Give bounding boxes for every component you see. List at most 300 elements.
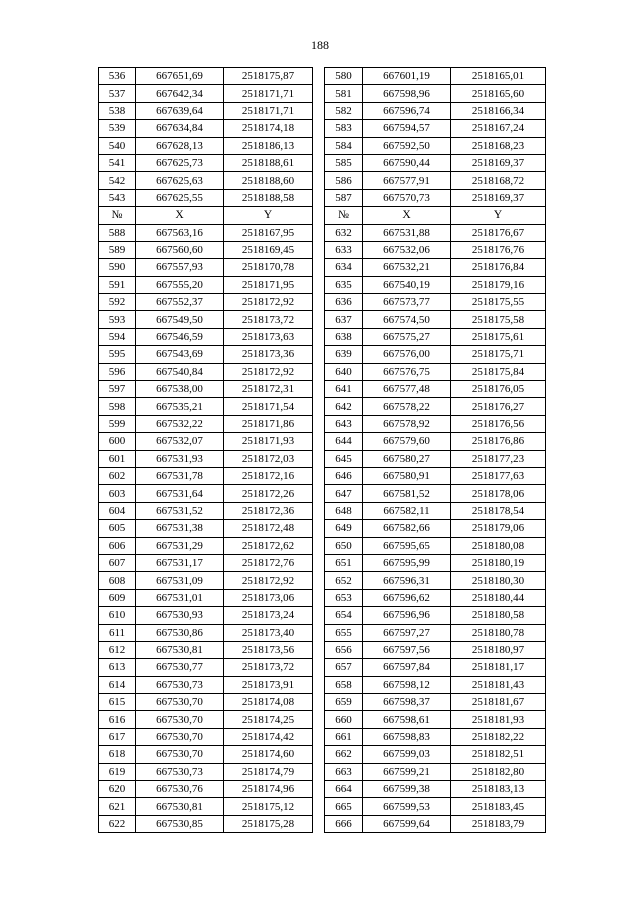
coordinates-table-body [99,68,546,833]
y-coordinate-cell: 2518169,45 [224,241,313,258]
column-separator [313,798,325,815]
point-number-cell: 644 [325,433,363,450]
point-number-cell: 633 [325,241,363,258]
column-separator [313,120,325,137]
column-separator [313,241,325,258]
table-row [99,294,546,311]
table-row [99,328,546,345]
column-separator [313,520,325,537]
y-coordinate-cell: 2518183,13 [451,781,546,798]
y-coordinate-cell: 2518174,79 [224,763,313,780]
column-separator [313,502,325,519]
x-coordinate-cell: 667531,93 [136,450,224,467]
column-separator [313,68,325,85]
column-separator [313,311,325,328]
point-number-cell: 616 [99,711,136,728]
y-coordinate-cell: 2518176,05 [451,381,546,398]
column-separator [313,172,325,189]
point-number-cell: 658 [325,676,363,693]
point-number-cell: 620 [99,781,136,798]
point-number-cell: 588 [99,224,136,241]
point-number-cell: 581 [325,85,363,102]
column-separator [313,641,325,658]
column-separator [313,276,325,293]
table-row [99,363,546,380]
point-number-cell: 617 [99,728,136,745]
table-row [99,241,546,258]
x-coordinate-cell: 667596,74 [363,102,451,119]
y-coordinate-cell: 2518175,58 [451,311,546,328]
table-row [99,520,546,537]
table-row [99,815,546,832]
x-coordinate-cell: 667532,06 [363,241,451,258]
point-number-cell: 635 [325,276,363,293]
x-coordinate-cell: 667625,73 [136,154,224,171]
y-coordinate-cell: 2518174,08 [224,694,313,711]
y-coordinate-cell: 2518179,06 [451,520,546,537]
x-coordinate-cell: 667642,34 [136,85,224,102]
table-row [99,415,546,432]
column-separator [313,763,325,780]
point-number-cell: 543 [99,189,136,206]
table-row [99,276,546,293]
table-row [99,728,546,745]
y-coordinate-cell: 2518177,63 [451,467,546,484]
x-coordinate-cell: 667563,16 [136,224,224,241]
point-number-cell: 645 [325,450,363,467]
x-coordinate-cell: 667535,21 [136,398,224,415]
point-number-cell: 538 [99,102,136,119]
point-number-cell: 653 [325,589,363,606]
column-separator [313,781,325,798]
table-row [99,711,546,728]
x-coordinate-cell: 667598,61 [363,711,451,728]
x-coordinate-cell: 667598,12 [363,676,451,693]
x-coordinate-cell: 667543,69 [136,346,224,363]
y-coordinate-cell: 2518182,22 [451,728,546,745]
x-coordinate-cell: 667597,56 [363,641,451,658]
x-coordinate-cell: 667570,73 [363,189,451,206]
table-row [99,624,546,641]
x-coordinate-cell: 667531,38 [136,520,224,537]
table-row [99,641,546,658]
x-coordinate-cell: 667530,86 [136,624,224,641]
x-coordinate-cell: 667549,50 [136,311,224,328]
point-number-cell: 637 [325,311,363,328]
table-row [99,433,546,450]
y-coordinate-cell: 2518175,55 [451,294,546,311]
y-coordinate-cell: 2518172,31 [224,381,313,398]
column-separator [313,728,325,745]
x-coordinate-cell: 667595,65 [363,537,451,554]
point-number-cell: 632 [325,224,363,241]
x-coordinate-cell: 667540,84 [136,363,224,380]
x-coordinate-cell: 667590,44 [363,154,451,171]
point-number-cell: 646 [325,467,363,484]
x-coordinate-cell: 667574,50 [363,311,451,328]
x-coordinate-cell: 667578,92 [363,415,451,432]
x-coordinate-cell: 667575,27 [363,328,451,345]
header-cell: Y [224,207,313,224]
table-row [99,189,546,206]
point-number-cell: 615 [99,694,136,711]
point-number-cell: 640 [325,363,363,380]
table-row [99,311,546,328]
column-separator [313,346,325,363]
x-coordinate-cell: 667530,81 [136,641,224,658]
x-coordinate-cell: 667540,19 [363,276,451,293]
coordinates-table [98,67,546,833]
point-number-cell: 591 [99,276,136,293]
x-coordinate-cell: 667530,85 [136,815,224,832]
point-number-cell: 621 [99,798,136,815]
column-separator [313,450,325,467]
point-number-cell: 663 [325,763,363,780]
x-coordinate-cell: 667530,70 [136,728,224,745]
column-separator [313,294,325,311]
x-coordinate-cell: 667560,60 [136,241,224,258]
y-coordinate-cell: 2518171,71 [224,85,313,102]
y-coordinate-cell: 2518183,79 [451,815,546,832]
point-number-cell: 619 [99,763,136,780]
x-coordinate-cell: 667577,91 [363,172,451,189]
y-coordinate-cell: 2518175,61 [451,328,546,345]
column-separator [313,224,325,241]
point-number-cell: 657 [325,659,363,676]
point-number-cell: 604 [99,502,136,519]
table-row [99,781,546,798]
x-coordinate-cell: 667597,27 [363,624,451,641]
point-number-cell: 643 [325,415,363,432]
y-coordinate-cell: 2518169,37 [451,189,546,206]
y-coordinate-cell: 2518181,67 [451,694,546,711]
y-coordinate-cell: 2518170,78 [224,259,313,276]
y-coordinate-cell: 2518180,58 [451,607,546,624]
y-coordinate-cell: 2518178,06 [451,485,546,502]
table-row [99,346,546,363]
x-coordinate-cell: 667576,75 [363,363,451,380]
x-coordinate-cell: 667599,03 [363,746,451,763]
x-coordinate-cell: 667530,70 [136,746,224,763]
point-number-cell: 580 [325,68,363,85]
x-coordinate-cell: 667599,21 [363,763,451,780]
point-number-cell: 612 [99,641,136,658]
point-number-cell: 649 [325,520,363,537]
y-coordinate-cell: 2518174,18 [224,120,313,137]
point-number-cell: 599 [99,415,136,432]
table-row [99,798,546,815]
x-coordinate-cell: 667651,69 [136,68,224,85]
column-separator [313,467,325,484]
column-separator [313,746,325,763]
y-coordinate-cell: 2518172,76 [224,554,313,571]
x-coordinate-cell: 667530,70 [136,694,224,711]
point-number-cell: 597 [99,381,136,398]
point-number-cell: 618 [99,746,136,763]
y-coordinate-cell: 2518172,92 [224,572,313,589]
point-number-cell: 665 [325,798,363,815]
x-coordinate-cell: 667532,07 [136,433,224,450]
table-row [99,120,546,137]
x-coordinate-cell: 667625,63 [136,172,224,189]
x-coordinate-cell: 667596,96 [363,607,451,624]
y-coordinate-cell: 2518176,67 [451,224,546,241]
page-number: 188 [311,38,329,52]
point-number-cell: 659 [325,694,363,711]
point-number-cell: 593 [99,311,136,328]
point-number-cell: 602 [99,467,136,484]
point-number-cell: 647 [325,485,363,502]
y-coordinate-cell: 2518176,27 [451,398,546,415]
header-cell: X [363,207,451,224]
x-coordinate-cell: 667639,64 [136,102,224,119]
point-number-cell: 539 [99,120,136,137]
x-coordinate-cell: 667594,57 [363,120,451,137]
column-separator [313,537,325,554]
x-coordinate-cell: 667579,60 [363,433,451,450]
point-number-cell: 655 [325,624,363,641]
x-coordinate-cell: 667552,37 [136,294,224,311]
y-coordinate-cell: 2518181,93 [451,711,546,728]
y-coordinate-cell: 2518183,45 [451,798,546,815]
point-number-cell: 614 [99,676,136,693]
x-coordinate-cell: 667582,66 [363,520,451,537]
x-coordinate-cell: 667530,77 [136,659,224,676]
column-separator [313,694,325,711]
y-coordinate-cell: 2518188,60 [224,172,313,189]
point-number-cell: 650 [325,537,363,554]
header-cell: № [325,207,363,224]
point-number-cell: 600 [99,433,136,450]
x-coordinate-cell: 667531,01 [136,589,224,606]
header-cell: Y [451,207,546,224]
y-coordinate-cell: 2518173,72 [224,659,313,676]
y-coordinate-cell: 2518171,93 [224,433,313,450]
x-coordinate-cell: 667598,96 [363,85,451,102]
point-number-cell: 587 [325,189,363,206]
point-number-cell: 654 [325,607,363,624]
point-number-cell: 641 [325,381,363,398]
y-coordinate-cell: 2518173,72 [224,311,313,328]
x-coordinate-cell: 667625,55 [136,189,224,206]
x-coordinate-cell: 667599,53 [363,798,451,815]
point-number-cell: 661 [325,728,363,745]
x-coordinate-cell: 667546,59 [136,328,224,345]
column-separator [313,607,325,624]
point-number-cell: 605 [99,520,136,537]
point-number-cell: 606 [99,537,136,554]
x-coordinate-cell: 667598,83 [363,728,451,745]
x-coordinate-cell: 667531,64 [136,485,224,502]
table-row [99,589,546,606]
x-coordinate-cell: 667531,52 [136,502,224,519]
point-number-cell: 595 [99,346,136,363]
point-number-cell: 592 [99,294,136,311]
point-number-cell: 611 [99,624,136,641]
y-coordinate-cell: 2518174,25 [224,711,313,728]
y-coordinate-cell: 2518177,23 [451,450,546,467]
y-coordinate-cell: 2518181,17 [451,659,546,676]
y-coordinate-cell: 2518181,43 [451,676,546,693]
x-coordinate-cell: 667530,73 [136,676,224,693]
y-coordinate-cell: 2518176,84 [451,259,546,276]
column-separator [313,154,325,171]
table-row [99,607,546,624]
y-coordinate-cell: 2518168,72 [451,172,546,189]
table-row [99,659,546,676]
x-coordinate-cell: 667628,13 [136,137,224,154]
x-coordinate-cell: 667599,64 [363,815,451,832]
x-coordinate-cell: 667531,09 [136,572,224,589]
x-coordinate-cell: 667596,31 [363,572,451,589]
point-number-cell: 656 [325,641,363,658]
y-coordinate-cell: 2518173,91 [224,676,313,693]
column-separator [313,433,325,450]
point-number-cell: 613 [99,659,136,676]
table-row [99,154,546,171]
y-coordinate-cell: 2518180,08 [451,537,546,554]
table-row [99,467,546,484]
point-number-cell: 648 [325,502,363,519]
point-number-cell: 582 [325,102,363,119]
point-number-cell: 664 [325,781,363,798]
table-row [99,746,546,763]
header-cell: X [136,207,224,224]
x-coordinate-cell: 667531,17 [136,554,224,571]
point-number-cell: 608 [99,572,136,589]
y-coordinate-cell: 2518173,56 [224,641,313,658]
point-number-cell: 540 [99,137,136,154]
x-coordinate-cell: 667595,99 [363,554,451,571]
point-number-cell: 583 [325,120,363,137]
point-number-cell: 584 [325,137,363,154]
x-coordinate-cell: 667557,93 [136,259,224,276]
y-coordinate-cell: 2518167,24 [451,120,546,137]
point-number-cell: 660 [325,711,363,728]
point-number-cell: 662 [325,746,363,763]
y-coordinate-cell: 2518171,95 [224,276,313,293]
column-separator [313,554,325,571]
point-number-cell: 652 [325,572,363,589]
table-row [99,137,546,154]
y-coordinate-cell: 2518173,36 [224,346,313,363]
y-coordinate-cell: 2518166,34 [451,102,546,119]
x-coordinate-cell: 667599,38 [363,781,451,798]
table-row [99,763,546,780]
x-coordinate-cell: 667532,21 [363,259,451,276]
x-coordinate-cell: 667573,77 [363,294,451,311]
column-separator [313,189,325,206]
point-number-cell: 651 [325,554,363,571]
y-coordinate-cell: 2518179,16 [451,276,546,293]
x-coordinate-cell: 667596,62 [363,589,451,606]
column-separator [313,415,325,432]
y-coordinate-cell: 2518182,80 [451,763,546,780]
point-number-cell: 537 [99,85,136,102]
y-coordinate-cell: 2518172,48 [224,520,313,537]
point-number-cell: 590 [99,259,136,276]
point-number-cell: 639 [325,346,363,363]
point-number-cell: 634 [325,259,363,276]
y-coordinate-cell: 2518173,06 [224,589,313,606]
point-number-cell: 536 [99,68,136,85]
y-coordinate-cell: 2518188,61 [224,154,313,171]
y-coordinate-cell: 2518178,54 [451,502,546,519]
y-coordinate-cell: 2518186,13 [224,137,313,154]
point-number-cell: 596 [99,363,136,380]
y-coordinate-cell: 2518180,97 [451,641,546,658]
x-coordinate-cell: 667580,91 [363,467,451,484]
y-coordinate-cell: 2518172,03 [224,450,313,467]
column-separator [313,711,325,728]
y-coordinate-cell: 2518180,19 [451,554,546,571]
y-coordinate-cell: 2518165,01 [451,68,546,85]
x-coordinate-cell: 667598,37 [363,694,451,711]
coordinates-table-container [98,67,545,833]
x-coordinate-cell: 667530,76 [136,781,224,798]
table-row [99,694,546,711]
y-coordinate-cell: 2518182,51 [451,746,546,763]
y-coordinate-cell: 2518188,58 [224,189,313,206]
table-row [99,68,546,85]
y-coordinate-cell: 2518172,92 [224,363,313,380]
point-number-cell: 585 [325,154,363,171]
x-coordinate-cell: 667634,84 [136,120,224,137]
y-coordinate-cell: 2518174,42 [224,728,313,745]
point-number-cell: 586 [325,172,363,189]
table-row [99,172,546,189]
y-coordinate-cell: 2518172,26 [224,485,313,502]
y-coordinate-cell: 2518171,86 [224,415,313,432]
column-separator [313,485,325,502]
column-separator [313,259,325,276]
table-row [99,485,546,502]
y-coordinate-cell: 2518175,84 [451,363,546,380]
point-number-cell: 610 [99,607,136,624]
x-coordinate-cell: 667578,22 [363,398,451,415]
column-separator [313,815,325,832]
y-coordinate-cell: 2518176,76 [451,241,546,258]
point-number-cell: 601 [99,450,136,467]
y-coordinate-cell: 2518175,28 [224,815,313,832]
x-coordinate-cell: 667582,11 [363,502,451,519]
y-coordinate-cell: 2518175,12 [224,798,313,815]
y-coordinate-cell: 2518175,87 [224,68,313,85]
y-coordinate-cell: 2518171,54 [224,398,313,415]
y-coordinate-cell: 2518180,44 [451,589,546,606]
x-coordinate-cell: 667531,88 [363,224,451,241]
point-number-cell: 603 [99,485,136,502]
point-number-cell: 638 [325,328,363,345]
table-row [99,450,546,467]
y-coordinate-cell: 2518172,16 [224,467,313,484]
x-coordinate-cell: 667532,22 [136,415,224,432]
table-row [99,554,546,571]
point-number-cell: 542 [99,172,136,189]
y-coordinate-cell: 2518180,30 [451,572,546,589]
point-number-cell: 666 [325,815,363,832]
y-coordinate-cell: 2518176,56 [451,415,546,432]
column-separator [313,624,325,641]
x-coordinate-cell: 667577,48 [363,381,451,398]
table-row [99,572,546,589]
x-coordinate-cell: 667531,78 [136,467,224,484]
table-row [99,224,546,241]
table-row [99,102,546,119]
x-coordinate-cell: 667555,20 [136,276,224,293]
table-row [99,398,546,415]
point-number-cell: 642 [325,398,363,415]
